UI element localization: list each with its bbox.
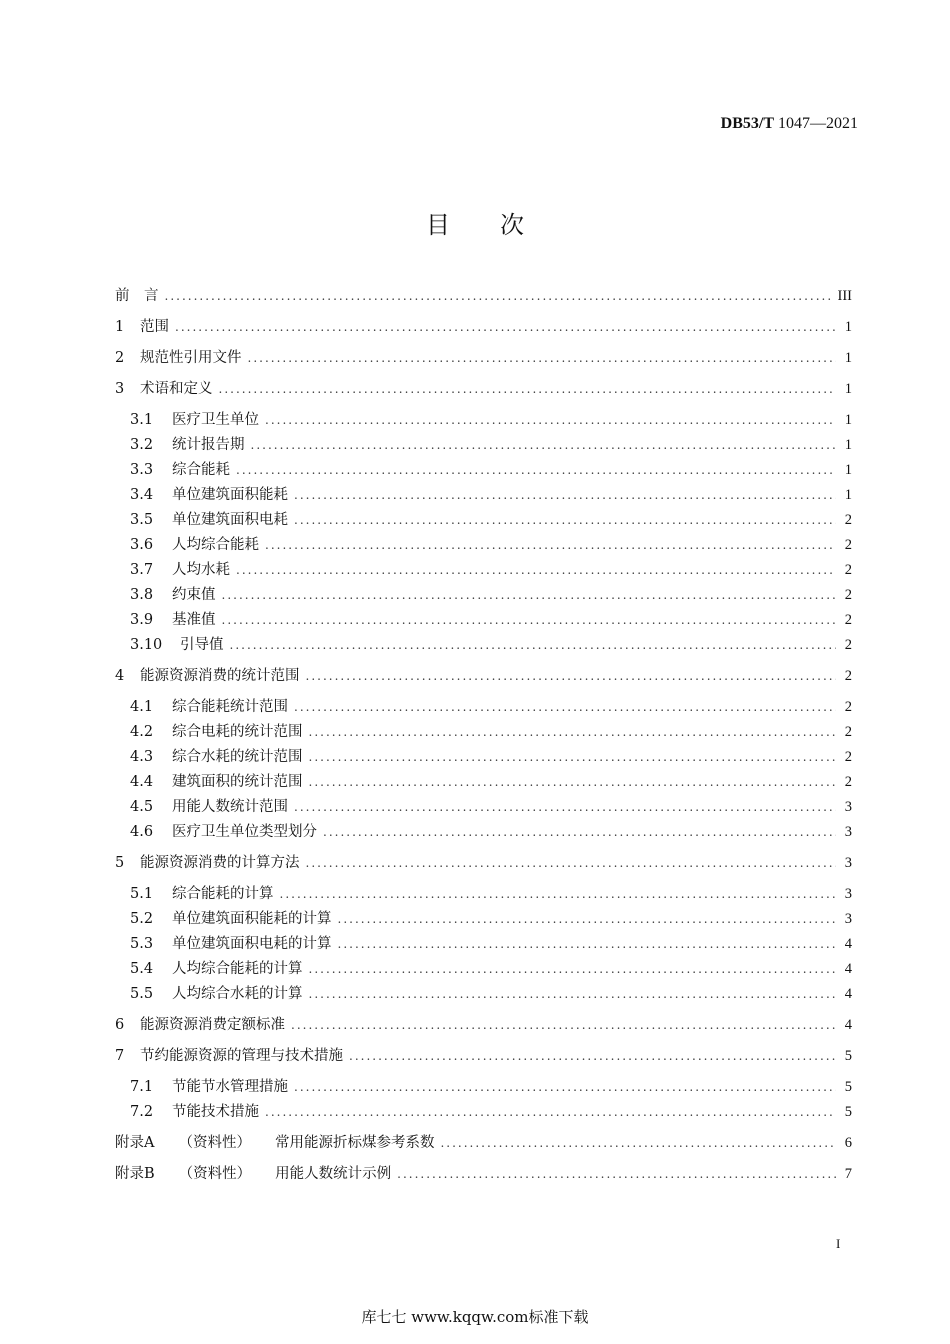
standard-code bbox=[721, 115, 858, 133]
toc-entry-leader-dots bbox=[306, 664, 837, 689]
toc-entry-page: 2 bbox=[844, 637, 852, 653]
toc-entry-number: 附录A bbox=[115, 1135, 155, 1151]
toc-entry-label: 人均水耗 bbox=[172, 562, 230, 578]
toc-entry-page: 4 bbox=[844, 961, 852, 977]
toc-entry[interactable] bbox=[115, 851, 852, 876]
toc-entry-page: 4 bbox=[844, 936, 852, 952]
toc-entry-number: 4.4 bbox=[130, 774, 154, 790]
toc-entry-page: 1 bbox=[844, 350, 852, 366]
toc-entry-leader-dots bbox=[248, 346, 837, 371]
toc-entry-number: 3.4 bbox=[130, 487, 154, 503]
toc-entry-label: 人均综合水耗的计算 bbox=[172, 986, 303, 1002]
toc-title: 目次 bbox=[426, 211, 574, 239]
toc-entry-leader-dots bbox=[309, 720, 837, 745]
standard-code-number: 1047—2021 bbox=[778, 115, 858, 132]
toc-entry[interactable] bbox=[115, 508, 852, 533]
toc-entry-label: 节能技术措施 bbox=[172, 1104, 259, 1120]
toc-entry-label: 用能人数统计示例 bbox=[275, 1166, 392, 1182]
toc-entry-number: 5.4 bbox=[130, 961, 154, 977]
toc-entry-leader-dots bbox=[309, 745, 837, 770]
toc-entry-label: 综合能耗统计范围 bbox=[172, 699, 288, 715]
toc-entry-label: 约束值 bbox=[172, 587, 216, 603]
toc-entry-label: 能源资源消费定额标准 bbox=[140, 1017, 285, 1033]
toc-entry[interactable] bbox=[115, 284, 852, 309]
toc-entry-label: 节约能源资源的管理与技术措施 bbox=[140, 1048, 343, 1064]
toc-entry-number: 5.2 bbox=[130, 911, 154, 927]
toc-entry-number: 3.2 bbox=[130, 437, 154, 453]
toc-entry-leader-dots bbox=[251, 433, 837, 458]
toc-entry-leader-dots bbox=[294, 695, 836, 720]
toc-entry-label: 规范性引用文件 bbox=[140, 350, 242, 366]
toc-entry[interactable] bbox=[115, 583, 852, 608]
toc-entry-label: 单位建筑面积电耗 bbox=[172, 512, 288, 528]
toc-entry-number: 5.1 bbox=[130, 886, 154, 902]
toc-entry-leader-dots bbox=[338, 907, 837, 932]
toc-entry-page: 2 bbox=[844, 562, 852, 578]
toc-entry-page: 2 bbox=[844, 668, 852, 684]
toc-entry-leader-dots bbox=[338, 932, 837, 957]
toc-entry-number: 附录B bbox=[115, 1166, 155, 1182]
toc-entry[interactable] bbox=[115, 315, 852, 340]
toc-entry-leader-dots bbox=[294, 508, 836, 533]
toc-entry-page: 2 bbox=[844, 774, 852, 790]
toc-entry-leader-dots bbox=[309, 770, 837, 795]
toc-entry-page: 5 bbox=[844, 1079, 852, 1095]
toc-entry-label: 单位建筑面积能耗 bbox=[172, 487, 288, 503]
standard-code-prefix: DB53/T bbox=[720, 115, 774, 132]
toc-entry-label: 能源资源消费的计算方法 bbox=[140, 855, 300, 871]
toc-entry[interactable] bbox=[115, 982, 852, 1007]
toc-entry-number: 3.5 bbox=[130, 512, 154, 528]
toc-entry-page: III bbox=[837, 288, 852, 304]
toc-entry-leader-dots bbox=[309, 982, 837, 1007]
toc-entry-number: 1 bbox=[115, 319, 125, 335]
toc-entry[interactable] bbox=[115, 483, 852, 508]
toc-entry[interactable] bbox=[115, 1131, 852, 1156]
toc-entry-number: 3.7 bbox=[130, 562, 154, 578]
toc-entry-page: 3 bbox=[844, 824, 852, 840]
toc-entry[interactable] bbox=[115, 745, 852, 770]
toc-entry-number: 3.3 bbox=[130, 462, 154, 478]
toc-entry-number: 3.10 bbox=[130, 637, 163, 653]
toc-entry[interactable] bbox=[115, 1100, 852, 1125]
toc-entry-number: 7.1 bbox=[130, 1079, 154, 1095]
toc-entry-page: 1 bbox=[844, 381, 852, 397]
toc-entry-page: 2 bbox=[844, 699, 852, 715]
toc-entry[interactable] bbox=[115, 695, 852, 720]
toc-entry-page: 1 bbox=[844, 412, 852, 428]
toc-entry[interactable] bbox=[115, 1162, 852, 1187]
toc-entry-number: 4.5 bbox=[130, 799, 154, 815]
table-of-contents bbox=[115, 284, 852, 1187]
toc-entry-number: 4.3 bbox=[130, 749, 154, 765]
toc-entry[interactable] bbox=[115, 795, 852, 820]
toc-entry-page: 1 bbox=[844, 462, 852, 478]
toc-entry-label: 医疗卫生单位类型划分 bbox=[172, 824, 317, 840]
toc-entry[interactable] bbox=[115, 720, 852, 745]
toc-entry-number: 4 bbox=[115, 668, 125, 684]
toc-entry-leader-dots bbox=[309, 957, 837, 982]
toc-entry-number: 6 bbox=[115, 1017, 125, 1033]
toc-entry-label: 能源资源消费的统计范围 bbox=[140, 668, 300, 684]
toc-entry-page: 5 bbox=[844, 1104, 852, 1120]
toc-entry-number: 前 言 bbox=[115, 288, 159, 304]
toc-entry-page: 1 bbox=[844, 319, 852, 335]
toc-entry-label: 人均综合能耗 bbox=[172, 537, 259, 553]
toc-entry[interactable] bbox=[115, 1075, 852, 1100]
toc-entry[interactable] bbox=[115, 408, 852, 433]
toc-entry-number: 3.8 bbox=[130, 587, 154, 603]
toc-entry[interactable] bbox=[115, 377, 852, 402]
toc-entry[interactable] bbox=[115, 433, 852, 458]
toc-entry-leader-dots bbox=[440, 1131, 836, 1156]
toc-entry-leader-dots bbox=[222, 608, 837, 633]
toc-entry[interactable] bbox=[115, 558, 852, 583]
toc-entry[interactable] bbox=[115, 458, 852, 483]
toc-entry-leader-dots bbox=[175, 315, 836, 340]
toc-entry-page: 1 bbox=[844, 437, 852, 453]
toc-entry-leader-dots bbox=[219, 377, 837, 402]
toc-entry-page: 3 bbox=[844, 799, 852, 815]
toc-entry-leader-dots bbox=[280, 882, 837, 907]
toc-entry-label: 单位建筑面积能耗的计算 bbox=[172, 911, 332, 927]
toc-entry-leader-dots bbox=[236, 458, 836, 483]
toc-entry-leader-dots bbox=[236, 558, 836, 583]
toc-entry-page: 2 bbox=[844, 749, 852, 765]
toc-entry-number: 3 bbox=[115, 381, 125, 397]
toc-entry[interactable] bbox=[115, 932, 852, 957]
toc-entry-number: 4.2 bbox=[130, 724, 154, 740]
toc-entry-page: 2 bbox=[844, 612, 852, 628]
toc-entry-leader-dots bbox=[265, 1100, 836, 1125]
toc-entry-label: 引导值 bbox=[180, 637, 224, 653]
toc-entry-page: 6 bbox=[844, 1135, 852, 1151]
toc-entry-page: 3 bbox=[844, 886, 852, 902]
toc-entry[interactable] bbox=[115, 957, 852, 982]
toc-entry-label: 用能人数统计范围 bbox=[172, 799, 288, 815]
toc-entry[interactable] bbox=[115, 608, 852, 633]
toc-entry-number: 2 bbox=[115, 350, 125, 366]
toc-entry-leader-dots bbox=[294, 795, 836, 820]
toc-entry-leader-dots bbox=[294, 1075, 836, 1100]
toc-entry-leader-dots bbox=[265, 408, 836, 433]
toc-entry-page: 1 bbox=[844, 487, 852, 503]
toc-entry-page: 4 bbox=[844, 986, 852, 1002]
toc-entry-label: 单位建筑面积电耗的计算 bbox=[172, 936, 332, 952]
toc-entry-number: 5.3 bbox=[130, 936, 154, 952]
toc-entry-page: 3 bbox=[844, 911, 852, 927]
toc-entry-leader-dots bbox=[222, 583, 837, 608]
toc-entry-label: 术语和定义 bbox=[140, 381, 213, 397]
toc-entry-label: 建筑面积的统计范围 bbox=[172, 774, 303, 790]
toc-entry-leader-dots bbox=[265, 533, 836, 558]
toc-entry[interactable] bbox=[115, 533, 852, 558]
toc-entry-page: 4 bbox=[844, 1017, 852, 1033]
toc-entry-annex-type: （资料性） bbox=[178, 1135, 251, 1151]
toc-entry-leader-dots bbox=[230, 633, 837, 658]
footer-watermark: 库七七 www.kqqw.com标准下载 bbox=[361, 1308, 589, 1326]
toc-entry-label: 综合电耗的统计范围 bbox=[172, 724, 303, 740]
toc-entry-page: 3 bbox=[844, 855, 852, 871]
toc-entry-leader-dots bbox=[165, 284, 832, 309]
toc-entry[interactable] bbox=[115, 1044, 852, 1069]
toc-entry[interactable] bbox=[115, 346, 852, 371]
toc-entry-label: 节能节水管理措施 bbox=[172, 1079, 288, 1095]
toc-entry-annex-type: （资料性） bbox=[178, 1166, 252, 1182]
toc-entry[interactable] bbox=[115, 907, 852, 932]
toc-entry[interactable] bbox=[115, 633, 852, 658]
toc-entry-page: 2 bbox=[844, 587, 852, 603]
toc-entry-label: 基准值 bbox=[172, 612, 216, 628]
toc-entry[interactable] bbox=[115, 664, 852, 689]
toc-entry[interactable] bbox=[115, 1013, 852, 1038]
toc-entry[interactable] bbox=[115, 820, 852, 845]
toc-entry-number: 7 bbox=[115, 1048, 125, 1064]
toc-entry-leader-dots bbox=[294, 483, 836, 508]
toc-entry-label: 统计报告期 bbox=[172, 437, 245, 453]
toc-entry-number: 3.9 bbox=[130, 612, 154, 628]
toc-entry-label: 综合能耗 bbox=[172, 462, 230, 478]
toc-entry-label: 综合能耗的计算 bbox=[172, 886, 274, 902]
page-number: I bbox=[836, 1236, 841, 1251]
toc-entry-leader-dots bbox=[397, 1162, 836, 1187]
toc-entry-number: 4.6 bbox=[130, 824, 154, 840]
toc-entry-label: 综合水耗的统计范围 bbox=[172, 749, 303, 765]
toc-entry-number: 3.6 bbox=[130, 537, 154, 553]
toc-entry[interactable] bbox=[115, 770, 852, 795]
toc-entry-label: 医疗卫生单位 bbox=[172, 412, 259, 428]
toc-entry-label: 范围 bbox=[140, 319, 169, 335]
toc-entry-page: 7 bbox=[844, 1166, 852, 1182]
toc-entry-page: 5 bbox=[844, 1048, 852, 1064]
toc-entry-number: 5.5 bbox=[130, 986, 154, 1002]
toc-entry[interactable] bbox=[115, 882, 852, 907]
toc-entry-label: 人均综合能耗的计算 bbox=[172, 961, 303, 977]
toc-entry-page: 2 bbox=[844, 537, 852, 553]
toc-entry-number: 4.1 bbox=[130, 699, 154, 715]
toc-entry-leader-dots bbox=[291, 1013, 836, 1038]
toc-entry-page: 2 bbox=[844, 512, 852, 528]
toc-entry-number: 5 bbox=[115, 855, 125, 871]
toc-entry-label: 常用能源折标煤参考系数 bbox=[274, 1135, 435, 1151]
toc-entry-leader-dots bbox=[323, 820, 836, 845]
toc-entry-number: 7.2 bbox=[130, 1104, 154, 1120]
toc-entry-leader-dots bbox=[349, 1044, 836, 1069]
toc-entry-page: 2 bbox=[844, 724, 852, 740]
toc-entry-leader-dots bbox=[306, 851, 837, 876]
toc-entry-number: 3.1 bbox=[130, 412, 154, 428]
